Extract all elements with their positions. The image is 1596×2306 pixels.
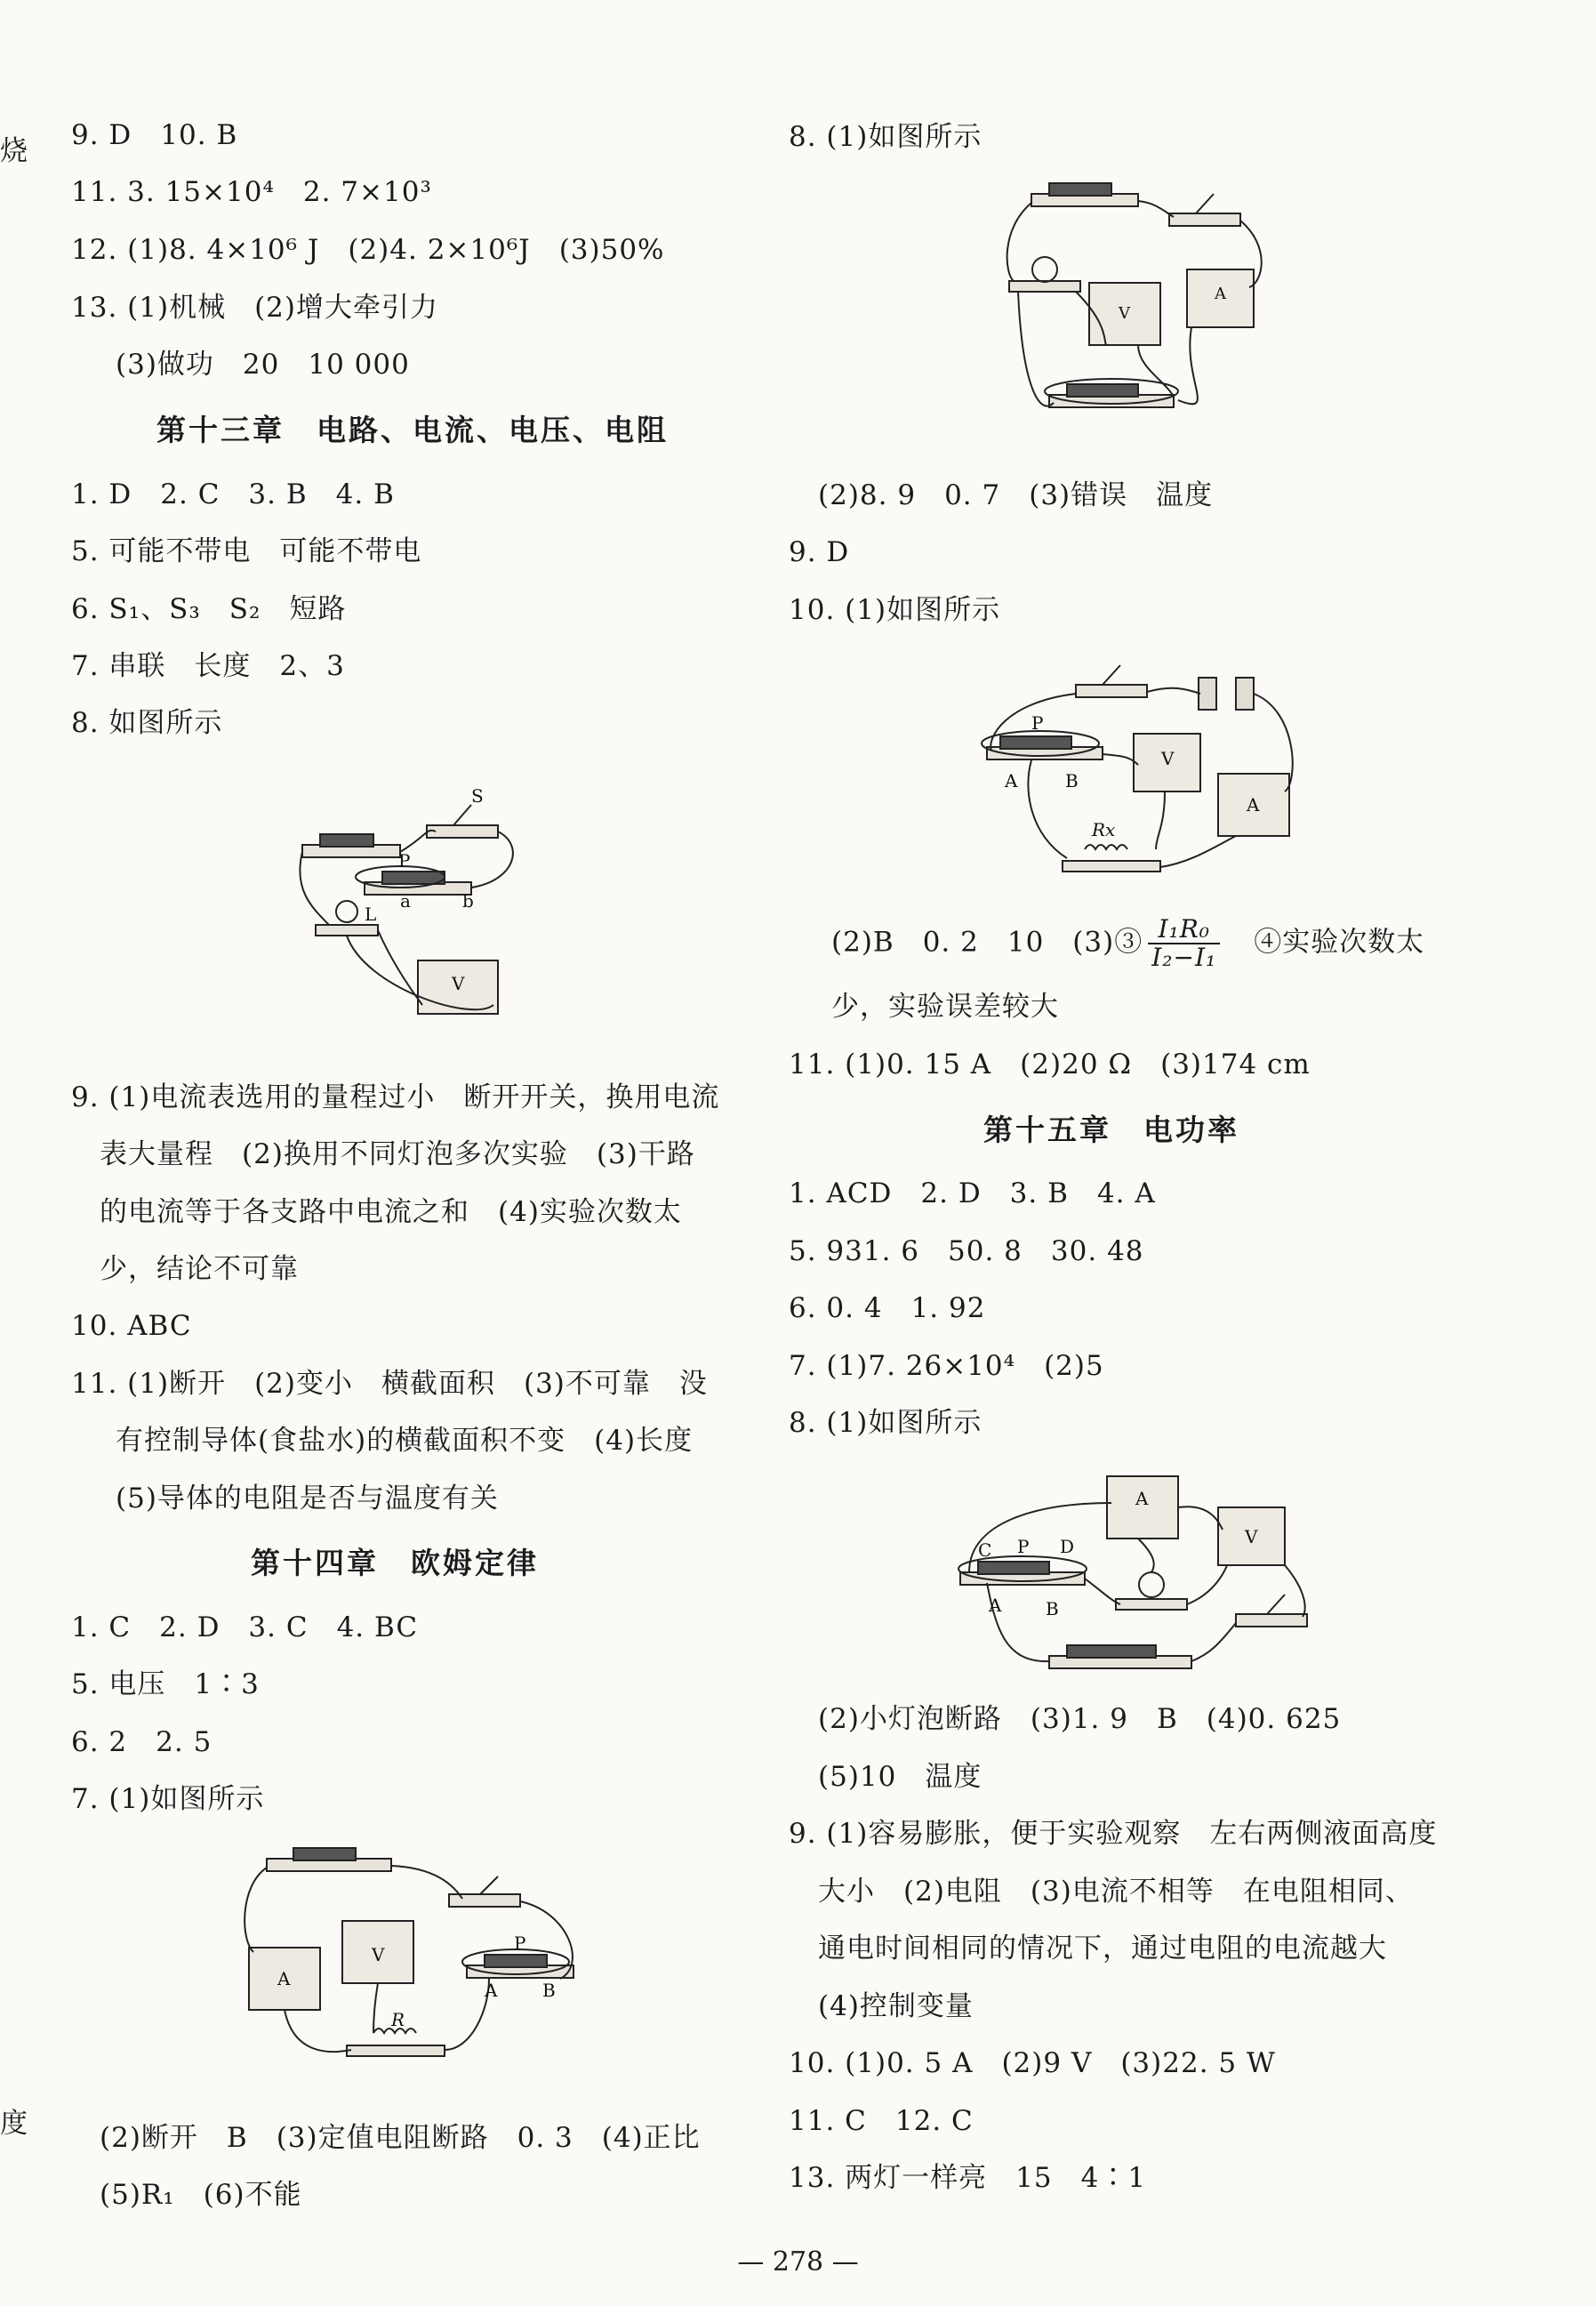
answer-line: 11. 3. 15×10⁴ 2. 7×10³ [71, 176, 432, 208]
answer-line: 11. C 12. C [789, 2105, 974, 2137]
answer-line: (2)断开 B (3)定值电阻断路 0. 3 (4)正比 [100, 2122, 701, 2154]
label-V: V [452, 973, 465, 994]
label-ammeter: A [277, 1968, 291, 1989]
label-P: P [1017, 1536, 1030, 1557]
answer-line: 10. (1)0. 5 A (2)9 V (3)22. 5 W [789, 2047, 1276, 2079]
label-b: b [462, 890, 474, 912]
answer-line: 9. (1)电流表选用的量程过小 断开开关，换用电流 [71, 1081, 720, 1113]
label-V: V [1245, 1526, 1258, 1547]
answer-line-fraction [831, 916, 1424, 971]
answer-line: 1. D 2. C 3. B 4. B [71, 478, 395, 510]
label-P: P [514, 1932, 526, 1954]
answer-line: 11. (1)断开 (2)变小 横截面积 (3)不可靠 没 [71, 1368, 708, 1400]
answer-line: 9. (1)容易膨胀，便于实验观察 左右两侧液面高度 [789, 1818, 1438, 1850]
label-a: a [400, 890, 411, 912]
answer-line: 少，结论不可靠 [100, 1253, 299, 1285]
chapter-13-title: 第十三章 电路、电流、电压、电阻 [156, 413, 669, 447]
label-V: V [1119, 304, 1130, 323]
answer-line: (5)导体的电阻是否与温度有关 [116, 1482, 499, 1515]
answer-line: (2)8. 9 0. 7 (3)错误 温度 [818, 479, 1214, 511]
label-D: D [1060, 1536, 1075, 1557]
answer-line: 的电流等于各支路中电流之和 (4)实验次数太 [100, 1196, 682, 1228]
answer-line: 12. (1)8. 4×10⁶ J (2)4. 2×10⁶J (3)50% [71, 234, 665, 266]
circuit-figure-ch14-q10 [978, 658, 1316, 880]
answer-line: 7. 串联 长度 2、3 [71, 650, 345, 682]
answer-line: 5. 电压 1∶3 [71, 1668, 260, 1700]
answer-line: 10. ABC [71, 1310, 192, 1342]
circuit-figure-ch14-q7 [231, 1832, 596, 2072]
label-Rx: Rx [1092, 819, 1116, 840]
chapter-14-title: 第十四章 欧姆定律 [251, 1546, 539, 1580]
label-A: A [1005, 770, 1018, 791]
answer-line: 6. 2 2. 5 [71, 1726, 213, 1758]
answer-line: 通电时间相同的情况下，通过电阻的电流越大 [818, 1932, 1387, 1965]
answer-line: (5)10 温度 [818, 1761, 982, 1793]
label-A: A [485, 1980, 498, 2001]
answer-part: ④实验次数太 [1254, 926, 1425, 959]
answer-line: 7. (1)7. 26×10⁴ (2)5 [789, 1350, 1104, 1382]
answer-part: (2)B 0. 2 10 (3)③ [831, 926, 1143, 959]
label-R: R [391, 2009, 405, 2030]
answer-line: (4)控制变量 [818, 1990, 974, 2022]
fraction-denominator: I₂−I₁ [1151, 943, 1217, 972]
label-ammeter: A [1247, 794, 1260, 816]
page-number: — 278 — [737, 2246, 859, 2278]
label-B: B [1046, 1598, 1059, 1619]
answer-line: 13. 两灯一样亮 15 4∶1 [789, 2162, 1147, 2194]
answer-line: 6. S₁、S₃ S₂ 短路 [71, 593, 347, 625]
answer-line: 有控制导体(食盐水)的横截面积不变 (4)长度 [116, 1425, 694, 1457]
answer-line: 11. (1)0. 15 A (2)20 Ω (3)174 cm [789, 1049, 1311, 1081]
answer-line: 8. (1)如图所示 [789, 121, 982, 153]
label-C: C [978, 1539, 992, 1561]
chapter-15-title: 第十五章 电功率 [983, 1113, 1239, 1147]
circuit-figure-ch15-q8 [951, 1467, 1316, 1681]
answer-line: 6. 0. 4 1. 92 [789, 1292, 986, 1324]
answer-line: (2)小灯泡断路 (3)1. 9 B (4)0. 625 [818, 1703, 1342, 1735]
margin-char-bottom: 度 [0, 2108, 28, 2140]
label-V: V [1161, 748, 1175, 769]
circuit-figure-ch13-q8 [293, 783, 542, 1032]
answer-line: 5. 可能不带电 可能不带电 [71, 535, 422, 567]
label-S: S [471, 785, 484, 807]
answer-line: 8. (1)如图所示 [789, 1407, 982, 1439]
answer-line: 5. 931. 6 50. 8 30. 48 [789, 1235, 1144, 1267]
answer-line: 7. (1)如图所示 [71, 1783, 265, 1815]
answer-line: 10. (1)如图所示 [789, 594, 1001, 626]
answer-line: 1. C 2. D 3. C 4. BC [71, 1611, 419, 1643]
circuit-figure-ch14-q8 [1005, 176, 1271, 452]
answer-line: 大小 (2)电阻 (3)电流不相等 在电阻相同、 [818, 1876, 1414, 1908]
label-L: L [365, 904, 377, 925]
label-V: V [372, 1944, 385, 1965]
answer-line: 8. 如图所示 [71, 707, 223, 739]
label-P: P [1031, 712, 1044, 734]
answer-line: (5)R₁ (6)不能 [100, 2179, 302, 2211]
answer-line: 表大量程 (2)换用不同灯泡多次实验 (3)干路 [100, 1138, 695, 1170]
answer-line: 13. (1)机械 (2)增大牵引力 [71, 292, 438, 324]
answer-line: 9. D 10. B [71, 119, 238, 151]
label-B: B [1065, 770, 1079, 791]
label-B: B [542, 1980, 556, 2001]
label-P: P [398, 850, 411, 872]
label-A: A [1215, 285, 1226, 303]
label-A: A [989, 1595, 1002, 1616]
fraction [1148, 916, 1220, 971]
label-ammeter: A [1135, 1488, 1149, 1509]
answer-line: 少，实验误差较大 [831, 991, 1059, 1023]
margin-char-top: 烧 [0, 135, 28, 167]
answer-line: 1. ACD 2. D 3. B 4. A [789, 1177, 1156, 1209]
fraction-numerator: I₁R₀ [1148, 916, 1220, 944]
answer-line: (3)做功 20 10 000 [116, 349, 410, 381]
answer-line: 9. D [789, 536, 850, 568]
